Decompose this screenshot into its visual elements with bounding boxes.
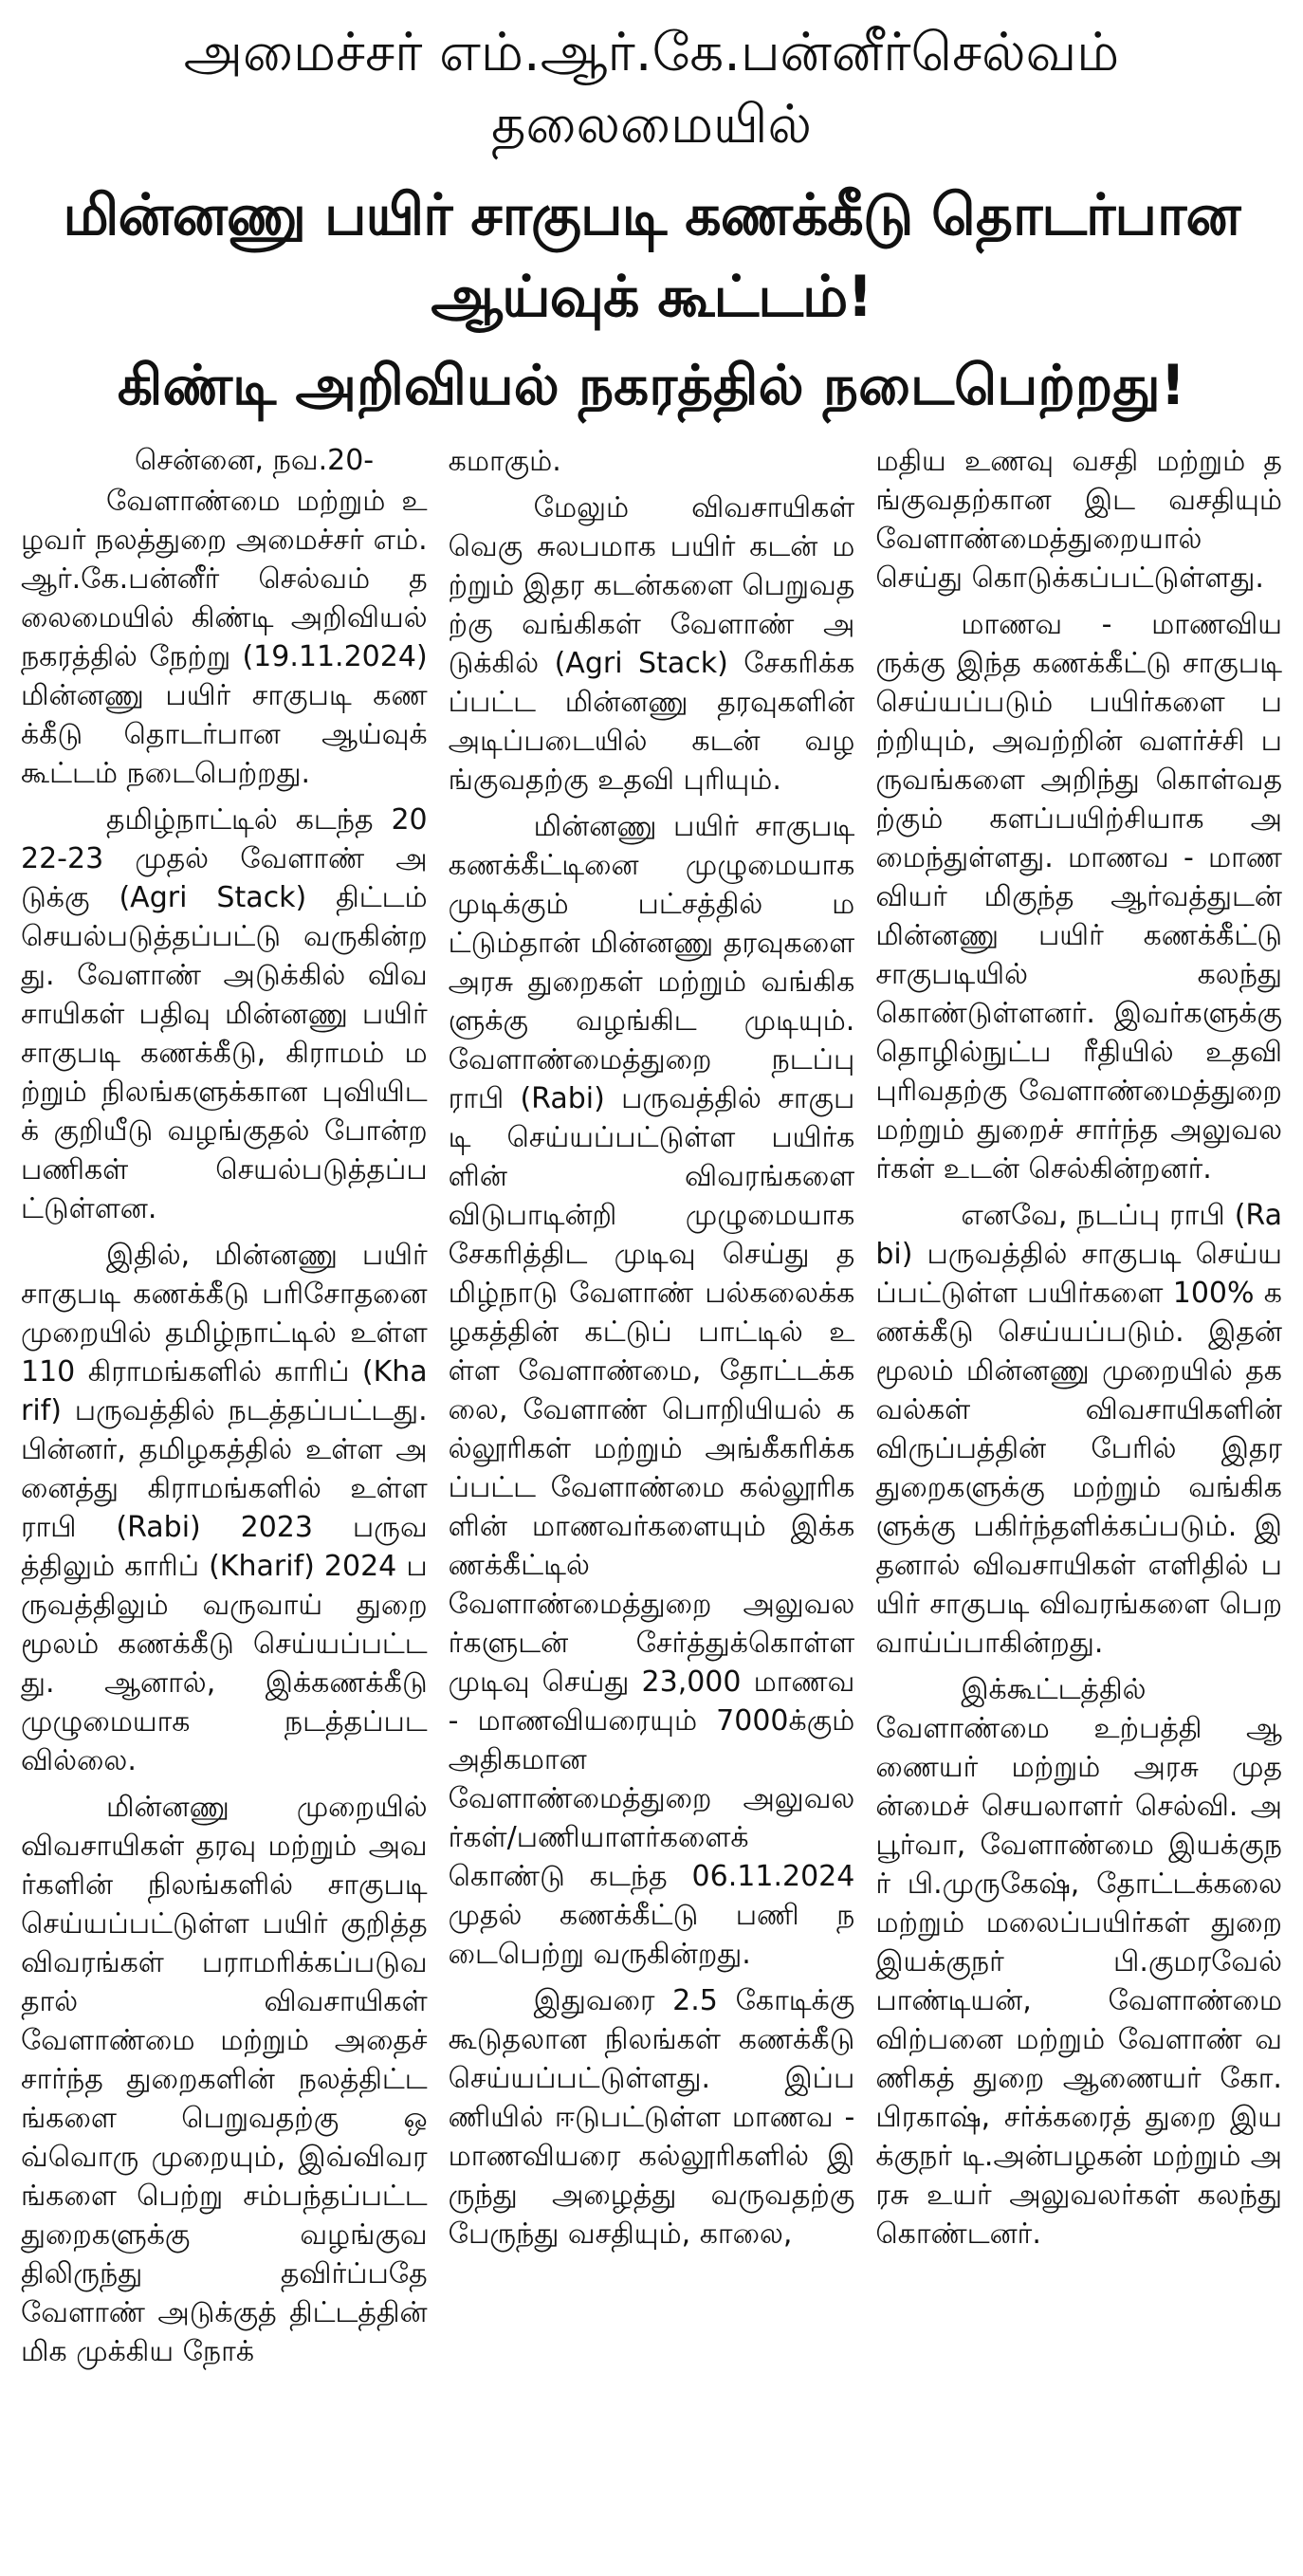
article-kicker: அமைச்சர் எம்.ஆர்.கே.பன்னீர்செல்வம் தலைமையில் — [183, 22, 1120, 156]
column-3 — [875, 442, 1282, 2576]
column-2 — [449, 442, 855, 2576]
paragraph: இக்கூட்டத்தில் வேளாண்மை உற்பத்தி ஆணையர் மற்றும் அரசு முதன்மைச் செயலாளர் செல்வி. அபூர்வா, வேளாண்மை இயக்குநர் பி.முருகேஷ், தோட்டக்கலை மற்றும் மலைப்பயிர்கள் துறை இயக்குநர் பி.குமரவேல் பாண்டியன், வேளாண்மை விற்பனை மற்றும் வேளாண் வணிகத் துறை ஆணையர் கோ.பிரகாஷ், சர்க்கரைத் துறை இயக்குநர் டி.அன்பழகன் மற்றும் அரசு உயர் அலுவலர்கள் கலந்து கொண்டனர். — [875, 1673, 1282, 2251]
paragraph: இதுவரை 2.5 கோடிக்கு கூடுதலான நிலங்கள் கணக்கீடு செய்யப்பட்டுள்ளது. இப்பணியில் ஈடுபட்டுள்ள மாணவ - மாணவியரை கல்லூரிகளில் இருந்து அழைத்து வருவதற்கு பேருந்து வசதியும், காலை, — [448, 1984, 855, 2251]
paragraph-continued: கமாகும். — [448, 445, 561, 478]
column-1 — [21, 442, 428, 2576]
paragraph: எனவே, நடப்பு ராபி (Rabi) பருவத்தில் சாகுபடி செய்யப்பட்டுள்ள பயிர்களை 100% கணக்கீடு செய்யப்படும். இதன் மூலம் மின்னணு முறையில் தகவல்கள் விவசாயிகளின் விருப்பத்தின் பேரில் இதர துறைகளுக்கு மற்றும் வங்கிகளுக்கு பகிர்ந்தளிக்கப்படும். இதனால் விவசாயிகள் எளிதில் பயிர் சாகுபடி விவரங்களை பெற வாய்ப்பாகின்றது. — [875, 1199, 1282, 1660]
paragraph-continued: மதிய உணவு வசதி மற்றும் தங்குவதற்கான இட வசதியும் வேளாண்மைத்துறையால் செய்து கொடுக்கப்பட்டுள்ளது. — [875, 445, 1282, 595]
paragraph: மேலும் விவசாயிகள் வெகு சுலபமாக பயிர் கடன் மற்றும் இதர கடன்களை பெறுவதற்கு வங்கிகள் வேளாண் அடுக்கில் (Agri Stack) சேகரிக்கப்பட்ட மின்னணு தரவுகளின் அடிப்படையில் கடன் வழங்குவதற்கு உதவி புரியும். — [448, 491, 855, 797]
article-headline: மின்னணு பயிர் சாகுபடி கணக்கீடு தொடர்பான ஆய்வுக் கூட்டம்! — [63, 182, 1240, 330]
article-subheadline: கிண்டி அறிவியல் நகரத்தில் நடைபெற்றது! — [117, 353, 1186, 417]
article-body — [21, 442, 1282, 2576]
paragraph: மின்னணு பயிர் சாகுபடி கணக்கீட்டினை முழுமையாக முடிக்கும் பட்சத்தில் மட்டும்தான் மின்னணு தரவுகளை அரசு துறைகள் மற்றும் வங்கிகளுக்கு வழங்கிட முடியும். வேளாண்மைத்துறை நடப்பு ராபி (Rabi) பருவத்தில் சாகுபடி செய்யப்பட்டுள்ள பயிர்களின் விவரங்களை விடுபாடின்றி முழுமையாக சேகரித்திட முடிவு செய்து தமிழ்நாடு வேளாண் பல்கலைக்கழகத்தின் கட்டுப் பாட்டில் உள்ள வேளாண்மை, தோட்டக்கலை, வேளாண் பொறியியல் கல்லூரிகள் மற்றும் அங்கீகரிக்கப்பட்ட வேளாண்மை கல்லூரிகளின் மாணவர்களையும் இக்கணக்கீட்டில் வேளாண்மைத்துறை அலுவலர்களுடன் சேர்த்துக்கொள்ள முடிவு செய்து 23,000 மாணவ - மாணவியரையும் 7000க்கும் அதிகமான வேளாண்மைத்துறை அலுவலர்கள்/பணியாளர்களைக் கொண்டு கடந்த 06.11.2024 முதல் கணக்கீட்டு பணி நடைபெற்று வருகின்றது. — [448, 810, 855, 1971]
paragraph: மின்னணு முறையில் விவசாயிகள் தரவு மற்றும் அவர்களின் நிலங்களில் சாகுபடி செய்யப்பட்டுள்ள பயிர் குறித்த விவரங்கள் பராமரிக்கப்படுவதால் விவசாயிகள் வேளாண்மை மற்றும் அதைச் சார்ந்த துறைகளின் நலத்திட்டங்களை பெறுவதற்கு ஒவ்வொரு முறையும், இவ்விவரங்களை பெற்று சம்பந்தப்பட்ட துறைகளுக்கு வழங்குவதிலிருந்து தவிர்ப்பதே வேளாண் அடுக்குத் திட்டத்தின் மிக முக்கிய நோக் — [21, 1791, 428, 2368]
paragraph: மாணவ - மாணவியருக்கு இந்த கணக்கீட்டு சாகுபடி செய்யப்படும் பயிர்களை பற்றியும், அவற்றின் வளர்ச்சி பருவங்களை அறிந்து கொள்வதற்கும் களப்பயிற்சியாக அமைந்துள்ளது. மாணவ - மாணவியர் மிகுந்த ஆர்வத்துடன் மின்னணு பயிர் கணக்கீட்டு சாகுபடியில் கலந்து கொண்டுள்ளனர். இவர்களுக்கு தொழில்நுட்ப ரீதியில் உதவி புரிவதற்கு வேளாண்மைத்துறை மற்றும் துறைச் சார்ந்த அலுவலர்கள் உடன் செல்கின்றனர். — [875, 608, 1282, 1186]
dateline: சென்னை, நவ.20- — [135, 444, 375, 477]
paragraph: தமிழ்நாட்டில் கடந்த 2022-23 முதல் வேளாண் அடுக்கு (Agri Stack) திட்டம் செயல்படுத்தப்பட்டு வருகின்றது. வேளாண் அடுக்கில் விவசாயிகள் பதிவு மின்னணு பயிர் சாகுபடி கணக்கீடு, கிராமம் மற்றும் நிலங்களுக்கான புவியிடக் குறியீடு வழங்குதல் போன்ற பணிகள் செயல்படுத்தப்பட்டுள்ளன. — [21, 803, 428, 1225]
paragraph: வேளாண்மை மற்றும் உழவர் நலத்துறை அமைச்சர் எம்.ஆர்.கே.பன்னீர் செல்வம் தலைமையில் கிண்டி அறிவியல் நகரத்தில் நேற்று (19.11.2024) மின்னணு பயிர் சாகுபடி கணக்கீடு தொடர்பான ஆய்வுக் கூட்டம் நடைபெற்றது. — [21, 485, 428, 790]
paragraph: இதில், மின்னணு பயிர் சாகுபடி கணக்கீடு பரிசோதனை முறையில் தமிழ்நாட்டில் உள்ள 110 கிராமங்களில் காரிப் (Kharif) பருவத்தில் நடத்தப்பட்டது. பின்னர், தமிழகத்தில் உள்ள அனைத்து கிராமங்களில் உள்ள ராபி (Rabi) 2023 பருவத்திலும் காரிப் (Kharif) 2024 பருவத்திலும் வருவாய் துறை மூலம் கணக்கீடு செய்யப்பட்டது. ஆனால், இக்கணக்கீடு முழுமையாக நடத்தப்படவில்லை. — [21, 1239, 428, 1777]
